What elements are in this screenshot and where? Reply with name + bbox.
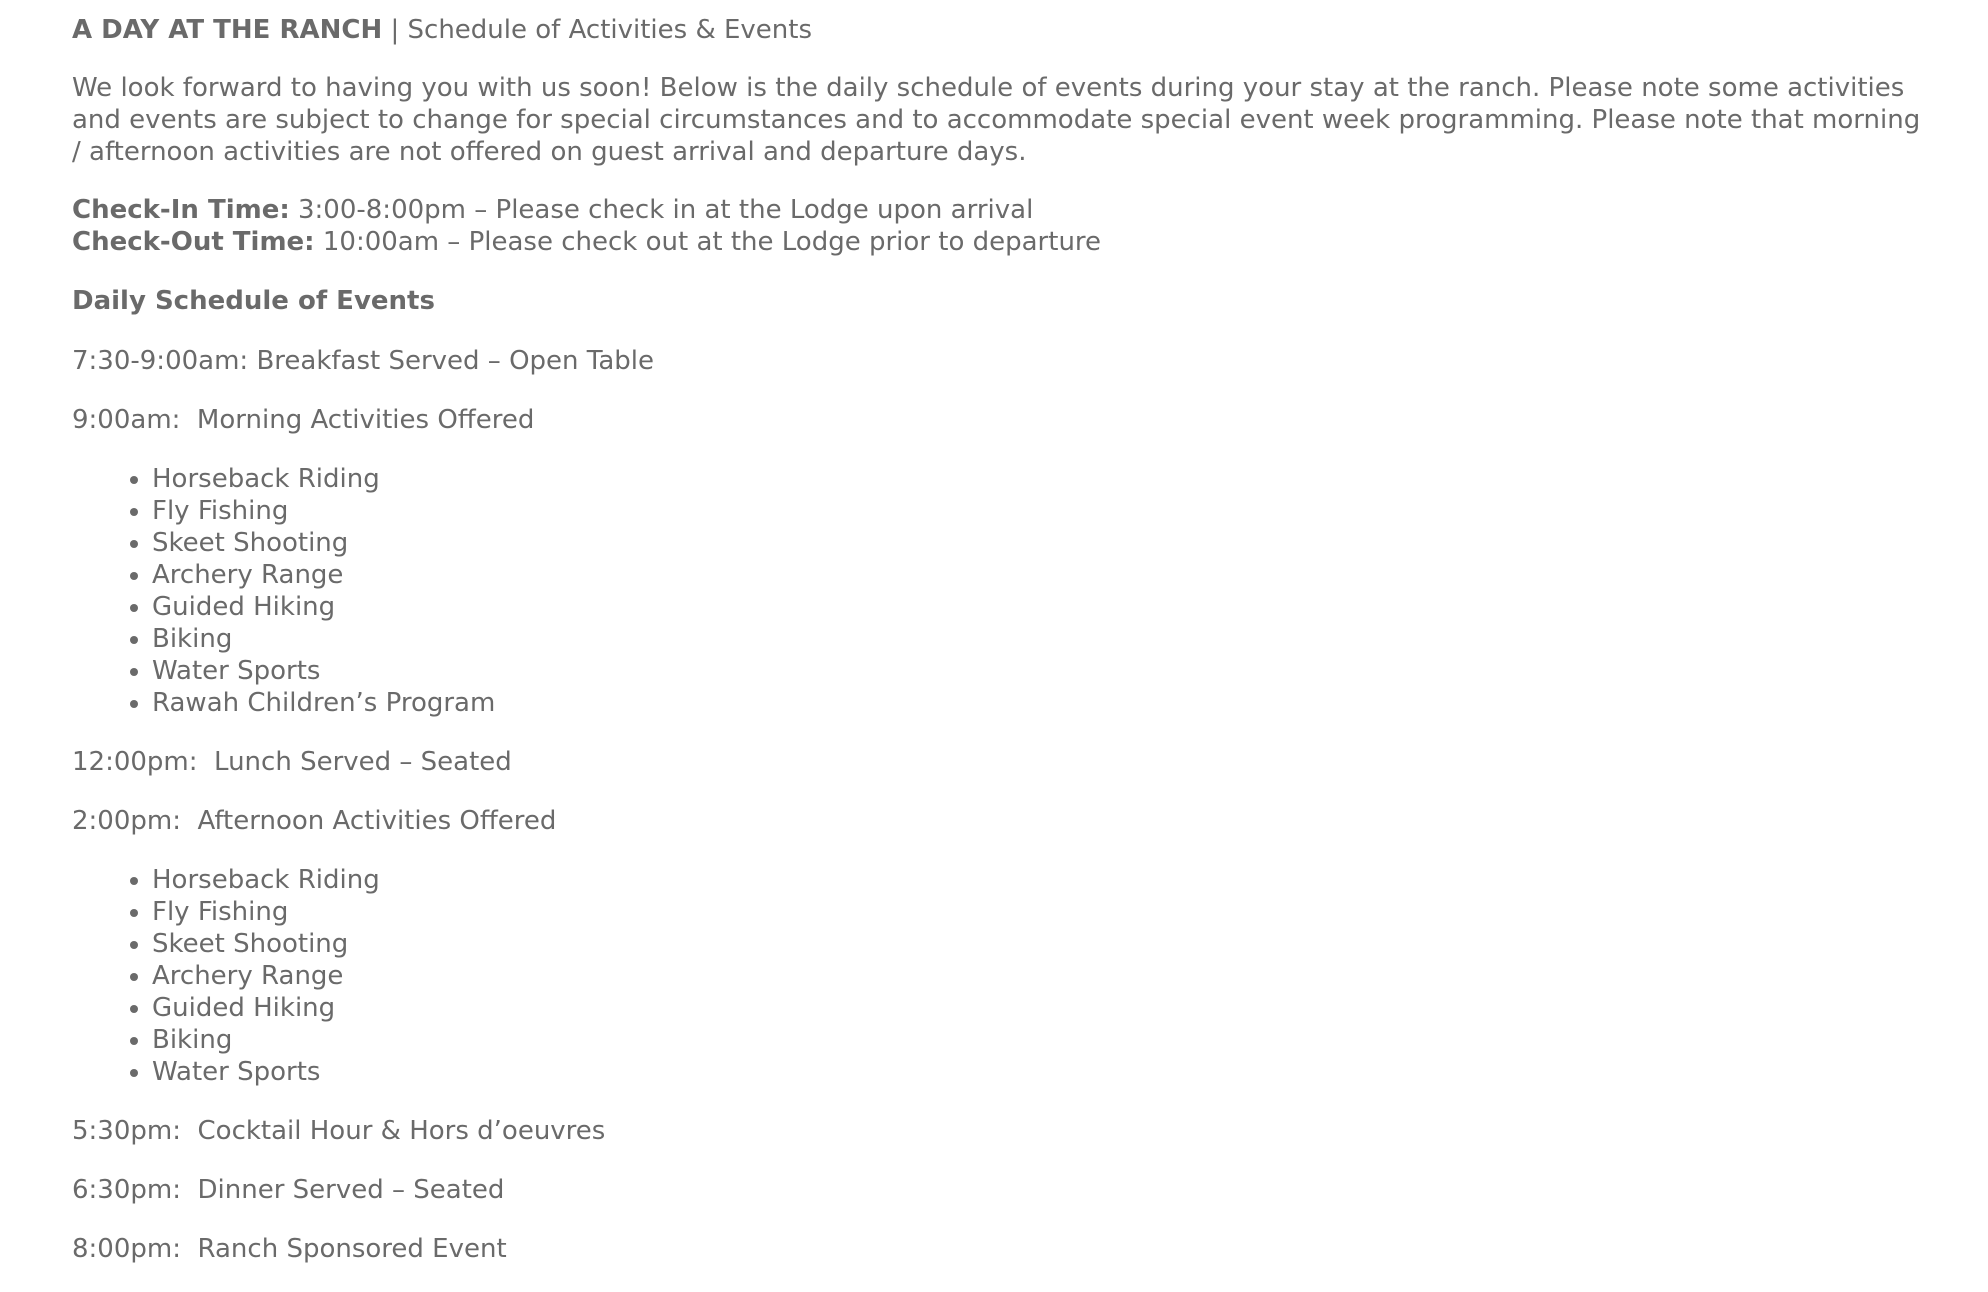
list-item: • Horseback Riding: [152, 864, 1932, 896]
check-out-value: 10:00am – Please check out at the Lodge prior to departure: [314, 227, 1102, 257]
title-separator: |: [382, 15, 408, 45]
event-cocktail-hour: 5:30pm: Cocktail Hour & Hors d’oeuvres: [72, 1116, 606, 1146]
page-heading: [72, 14, 1932, 46]
list-item: • Skeet Shooting: [152, 527, 1932, 559]
event-lunch: 12:00pm: Lunch Served – Seated: [72, 747, 512, 777]
list-item: • Guided Hiking: [152, 591, 1932, 623]
list-item: • Archery Range: [152, 960, 1932, 992]
intro-paragraph: We look forward to having you with us soon! Below is the daily schedule of events during your stay at the ranch. Please note some activities and events are subject to change for special circumstances and to accommodate special event week programming. Please note that morning / afternoon activities are not offered on guest arrival and departure days.: [72, 73, 1921, 167]
page-title: A DAY AT THE RANCH: [72, 15, 383, 45]
check-in-value: 3:00-8:00pm – Please check in at the Lodge upon arrival: [289, 195, 1034, 225]
list-item: • Fly Fishing: [152, 896, 1932, 928]
list-item: • Horseback Riding: [152, 463, 1932, 495]
list-item: • Biking: [152, 623, 1932, 655]
afternoon-activities-list: [72, 864, 1932, 1088]
morning-activities-list: [72, 463, 1932, 719]
list-item: • Fly Fishing: [152, 495, 1932, 527]
list-item: • Archery Range: [152, 559, 1932, 591]
list-item: • Water Sports: [152, 655, 1932, 687]
list-item: • Skeet Shooting: [152, 928, 1932, 960]
schedule-page: [72, 14, 1932, 1292]
check-times: [72, 194, 1932, 258]
schedule-title: Daily Schedule of Events: [72, 286, 435, 316]
list-item: • Water Sports: [152, 1056, 1932, 1088]
list-item: • Biking: [152, 1024, 1932, 1056]
check-in-label: Check-In Time:: [72, 195, 290, 225]
event-dinner: 6:30pm: Dinner Served – Seated: [72, 1175, 505, 1205]
event-morning-activities: 9:00am: Morning Activities Offered: [72, 405, 535, 435]
event-breakfast: 7:30-9:00am: Breakfast Served – Open Table: [72, 346, 655, 376]
page-subtitle: Schedule of Activities & Events: [407, 15, 813, 45]
event-afternoon-activities: 2:00pm: Afternoon Activities Offered: [72, 806, 557, 836]
event-evening: 8:00pm: Ranch Sponsored Event: [72, 1234, 507, 1264]
list-item: • Rawah Children’s Program: [152, 687, 1932, 719]
list-item: • Guided Hiking: [152, 992, 1932, 1024]
check-out-label: Check-Out Time:: [72, 227, 315, 257]
